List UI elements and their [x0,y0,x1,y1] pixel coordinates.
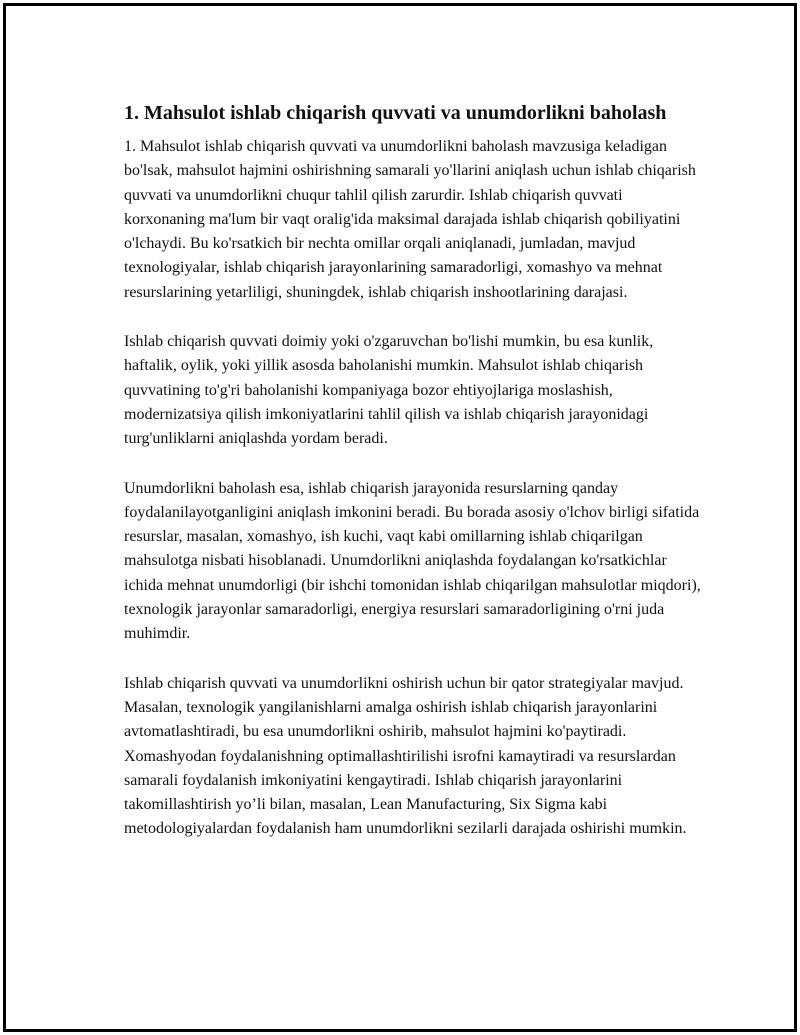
paragraph-4: Ishlab chiqarish quvvati va unumdorlikni oshirish uchun bir qator strategiyalar mavjud. Masalan, texnologik yangilanishlarni amalga oshirish ishlab chiqarish jarayonlarini avtomatlashtiradi, bu esa unumdorlikni oshirib, mahsulot hajmini ko'paytiradi. Xomashyodan foydalanishning optimallashtirilishi isrofni kamaytiradi va resurslardan samarali foydalanish imkoniyatini kengaytiradi. Ishlab chiqarish jarayonlarini takomillashtirish yo’li bilan, masalan, Lean Manufacturing, Six Sigma kabi metodologiyalardan foydalanish ham unumdorlikni sezilarli darajada oshirishi mumkin. [124,674,687,838]
paragraph-2: Ishlab chiqarish quvvati doimiy yoki o'zgaruvchan bo'lishi mumkin, bu esa kunlik, haftalik, oylik, yoki yillik asosda baholanishi mumkin. Mahsulot ishlab chiqarish quvvatining to'g'ri baholanishi kompaniyaga bozor ehtiyojlariga moslashish, modernizatsiya qilish imkoniyatlarini tahlil qilish va ishlab chiqarish jarayonidagi turg'unliklarni aniqlashda yordam beradi. [124,333,654,448]
paragraph-3: Unumdorlikni baholash esa, ishlab chiqarish jarayonida resurslarning qanday foydalanilayotganligini aniqlash imkonini beradi. Bu borada asosiy o'lchov birligi sifatida resurslar, masalan, xomashyo, ish kuchi, vaqt kabi omillarning ishlab chiqarilgan mahsulotga nisbati hisoblanadi. Unumdorlikni aniqlashda foydalangan ko'rsatkichlar ichida mehnat unumdorligi (bir ishchi tomonidan ishlab chiqarilgan mahsulotlar miqdori), texnologik jarayonlar samaradorligi, energiya resurslari samaradorligining o'rni juda muhimdir. [124,479,701,643]
document-body [124,99,704,842]
page-frame [3,3,797,1032]
paragraph-1: 1. Mahsulot ishlab chiqarish quvvati va unumdorlikni baholash mavzusiga keladigan bo'lsak, mahsulot hajmini oshirishning samarali yo'llarini aniqlash uchun ishlab chiqarish quvvati va unumdorlikni chuqur tahlil qilish zarurdir. Ishlab chiqarish quvvati korxonaning ma'lum bir vaqt oralig'ida maksimal darajada ishlab chiqarish qobiliyatini o'lchaydi. Bu ko'rsatkich bir nechta omillar orqali aniqlanadi, jumladan, mavjud texnologiyalar, ishlab chiqarish jarayonlarining samaradorligi, xomashyo va mehnat resurslarining yetarliligi, shuningdek, ishlab chiqarish inshootlarining darajasi. [124,138,696,301]
document-title: 1. Mahsulot ishlab chiqarish quvvati va unumdorlikni baholash [124,102,667,124]
